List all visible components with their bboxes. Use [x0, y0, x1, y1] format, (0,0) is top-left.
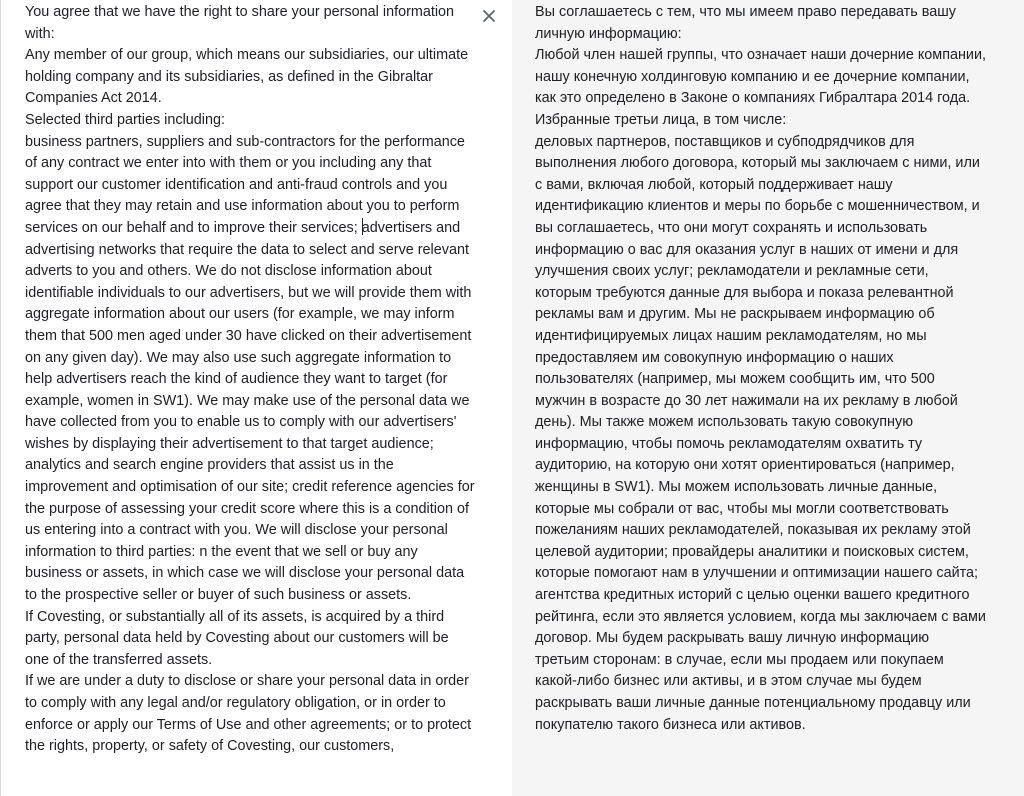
close-icon [482, 9, 496, 23]
translation-text: Вы соглашаетесь с тем, что мы имеем право передавать вашу личную информацию: Любой член нашей группы, что означает наши дочерние компании, нашу конечную холдинговую компанию и ее дочерние компании, как это определено в Законе о компаниях Гибралтара 2014 года. Избранные третьи лица, в том числе: деловых партнеров, поставщиков и субподрядчиков для выполнения любого договора, который мы заключаем с ними, или с вами, включая любой, который поддерживает нашу идентификацию клиентов и меры по борьбе с мошенничеством, и вы соглашаетесь, что они могут сохранять и использовать информацию о вас для оказания услуг в наших от имени и для улучшения своих услуг; рекламодатели и рекламные сети, которым требуются данные для выбора и показа релевантной рекламы вам и другим. Мы не раскрываем информацию об идентифицируемых лицах нашим рекламодателям, но мы предоставляем им совокупную информацию о наших пользователях (например, мы можем сообщить им, что 500 мужчин в возрасте до 30 лет нажимали на их рекламу в любой день). Мы также можем использовать такую совокупную информацию, чтобы помочь рекламодателям охватить ту аудиторию, на которую они хотят ориентироваться (например, женщины в SW1). Мы можем использовать личные данные, которые мы собрали от вас, чтобы мы могли соответствовать пожеланиям наших рекламодателей, показывая их рекламу этой целевой аудитории; провайдеры аналитики и поисковых систем, которые помогают нам в улучшении и оптимизации нашего сайта; агентства кредитных историй с целью оценки вашего кредитного рейтинга, если это является условием, когда мы заключаем с вами договор. Мы будем раскрывать вашу личную информацию третьим сторонам: в случае, если мы продаем или покупаем какой-либо бизнес или активы, и в этом случае мы будем раскрывать ваши личные данные потенциальному продавцу или покупателю такого бизнеса или активов. [535, 4, 987, 733]
source-text-part-2: advertisers and advertising networks that require the data to select and serve relevant adverts to you and others. We do not disclose information about identifiable individuals to our advertisers, but we will provide them with aggregate information about our users (for example, we may inform them that 500 men aged under 30 have clicked on their advertisement on any given day). We may also use such aggregate information to help advertisers reach the kind of audience they want to target (for example, women in SW1). We may make use of the personal data we have collected from you to enable us to comply with our advertisers' wishes by displaying their advertisement to that target audience; analytics and search engine providers that assist us in the improvement and optimisation of our site; credit reference agencies for the purpose of assessing your credit score where this is a condition of us entering into a contract with you. We will disclose your personal information to third parties: n the event that we sell or buy any business or assets, in which case we will disclose your personal data to the prospective seller or buyer of such business or assets. If Covesting, or substantially all of its assets, is acquired by a third party, personal data held by Covesting about our customers will be one of the transferred assets. If we are under a duty to disclose or share your personal data in order to comply with any legal and/or regulatory obligation, or in order to enforce or apply our Terms of Use and other agreements; or to protect the rights, property, or safety of Covesting, our customers, [25, 219, 475, 755]
source-text-part-1: You agree that we have the right to share your personal information with: Any member of our group, which means our subsidiaries, our ultimate holding company and its subsidiaries, as defined in the Gibraltar Companies Act 2014. Selected third parties including: business partners, suppliers and sub-contractors for the performance of any contract we enter into with them or you including any that support our customer identification and anti-fraud controls and you agree that they may retain and use information about you to perform services on our behalf and to improve their services; [25, 4, 469, 236]
translation-pane [512, 0, 1024, 796]
clear-source-button[interactable] [477, 4, 501, 28]
source-textarea[interactable] [25, 2, 475, 758]
